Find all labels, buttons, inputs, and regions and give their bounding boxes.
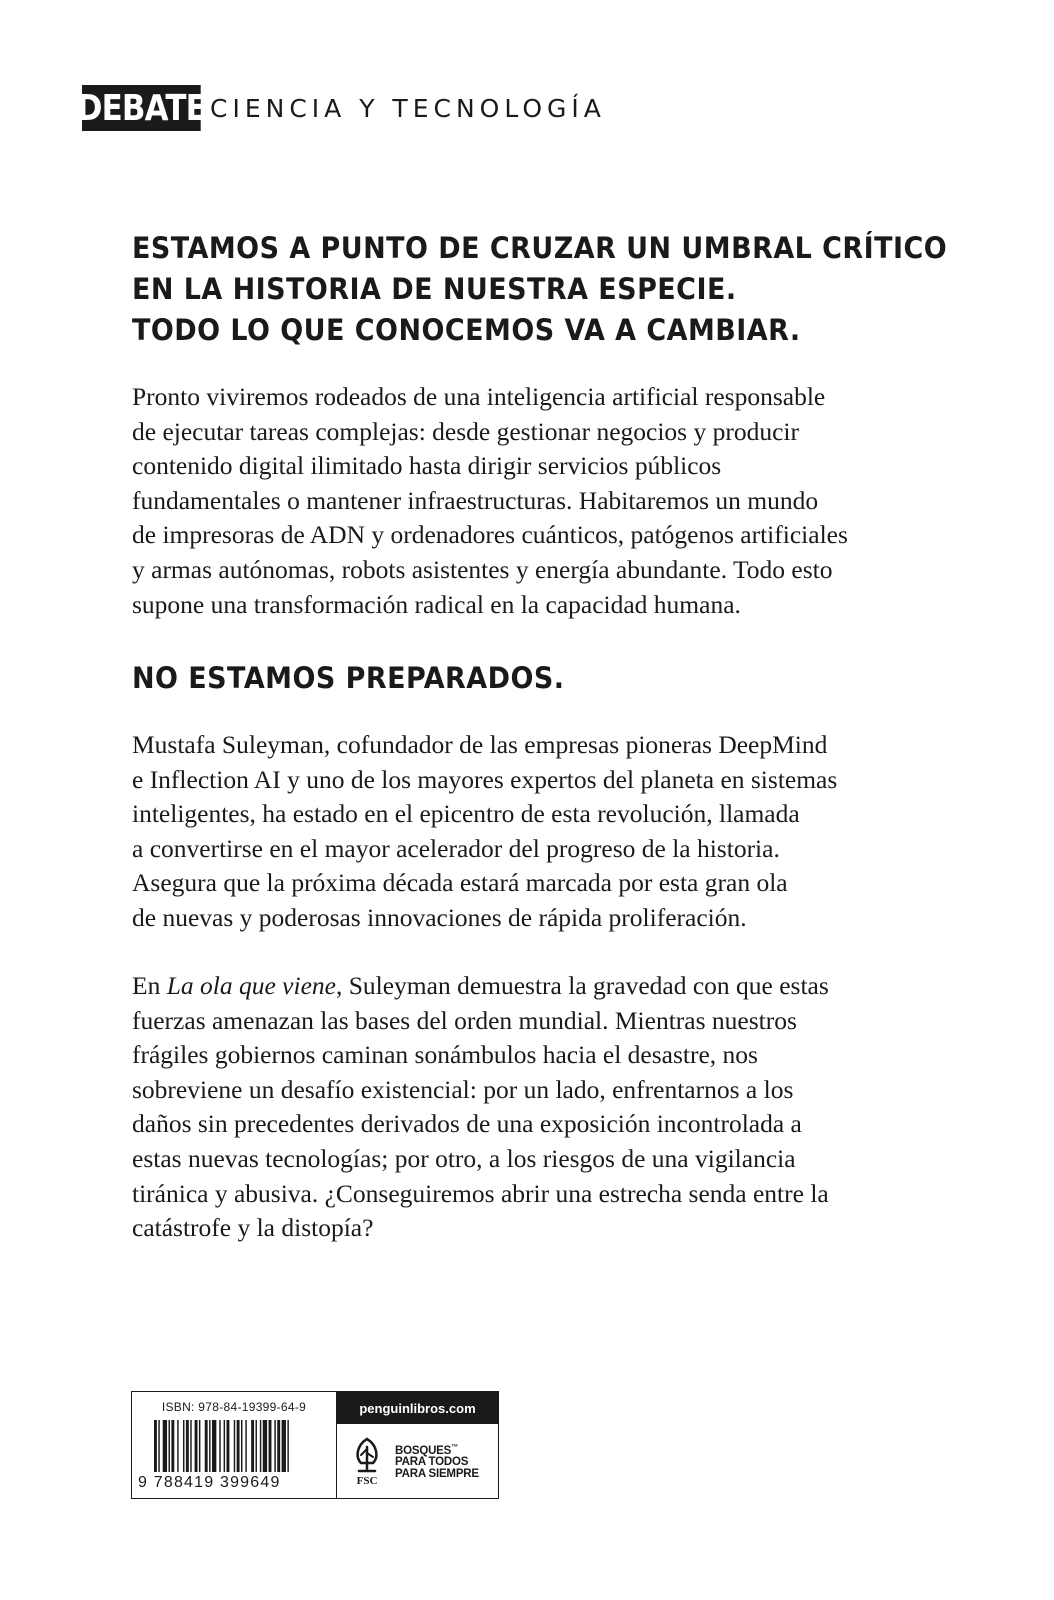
text-line: catástrofe y la distopía?: [132, 1213, 374, 1243]
fsc-slogan: [395, 1442, 479, 1481]
headline-line: TODO LO QUE CONOCEMOS VA A CAMBIAR.: [132, 313, 801, 347]
fsc-tree-icon: [347, 1435, 387, 1487]
paragraph-author: [132, 728, 922, 936]
text-fragment: En: [132, 971, 167, 1000]
publisher-name: DEBATE: [76, 87, 206, 129]
book-title: La ola que viene: [166, 971, 336, 1000]
paragraph-intro: [132, 380, 922, 622]
text-line: de nuevas y poderosas innovaciones de rápida proliferación.: [132, 902, 747, 932]
text-line: estas nuevas tecnologías; por otro, a los riesgos de una vigilancia: [132, 1143, 796, 1173]
paragraph-book: [132, 969, 922, 1246]
barcode-icon: [154, 1420, 326, 1472]
fsc-line: PARA TODOS: [395, 1456, 469, 1469]
barcode-digits: 9 788419 399649: [138, 1474, 281, 1491]
website-link: penguinlibros.com: [337, 1392, 498, 1424]
text-line: y armas autónomas, robots asistentes y energía abundante. Todo esto: [132, 554, 833, 584]
fsc-seal: [337, 1424, 498, 1498]
publisher-brand: [76, 85, 606, 131]
collection-name: CIENCIA Y TECNOLOGÍA: [210, 93, 606, 123]
publisher-info: [336, 1392, 498, 1498]
text-line: a convertirse en el mayor acelerador del progreso de la historia.: [132, 833, 780, 863]
text-line: e Inflection AI y uno de los mayores expertos del planeta en sistemas: [132, 764, 838, 794]
text-line: tiránica y abusiva. ¿Conseguiremos abrir una estrecha senda entre la: [132, 1178, 829, 1208]
barcode-area: [132, 1392, 336, 1498]
headline: [132, 228, 948, 351]
headline-line: ESTAMOS A PUNTO DE CRUZAR UN UMBRAL CRÍTICO: [132, 231, 948, 265]
subheading: NO ESTAMOS PREPARADOS.: [132, 661, 565, 695]
text-line: de impresoras de ADN y ordenadores cuánticos, patógenos artificiales: [132, 520, 848, 550]
fsc-label: FSC: [356, 1475, 378, 1487]
text-line: frágiles gobiernos caminan sonámbulos hacia el desastre, nos: [132, 1040, 758, 1070]
text-line: fuerzas amenazan las bases del orden mundial. Mientras nuestros: [132, 1005, 797, 1035]
text-line: Asegura que la próxima década estará marcada por esta gran ola: [132, 868, 788, 898]
text-line: fundamentales o mantener infraestructuras. Habitaremos un mundo: [132, 485, 819, 515]
text-line: contenido digital ilimitado hasta dirigir servicios públicos: [132, 451, 722, 481]
barcode-panel: [131, 1391, 499, 1499]
text-line: inteligentes, ha estado en el epicentro de esta revolución, llamada: [132, 799, 800, 829]
text-line: [132, 969, 922, 1004]
text-line: Pronto viviremos rodeados de una inteligencia artificial responsable: [132, 382, 826, 411]
text-line: supone una transformación radical en la capacidad humana.: [132, 589, 741, 619]
text-line: de ejecutar tareas complejas: desde gestionar negocios y producir: [132, 416, 799, 446]
fsc-line: PARA SIEMPRE: [395, 1468, 479, 1481]
fsc-line: BOSQUES: [395, 1444, 452, 1457]
headline-line: EN LA HISTORIA DE NUESTRA ESPECIE.: [132, 272, 737, 306]
trademark: ™: [451, 1443, 458, 1451]
isbn-label: ISBN: 978-84-19399-64-9: [161, 1400, 307, 1414]
publisher-logo: [76, 85, 206, 131]
text-line: sobreviene un desafío existencial: por un lado, enfrentarnos a los: [132, 1074, 794, 1104]
text-line: daños sin precedentes derivados de una exposición incontrolada a: [132, 1109, 802, 1139]
text-fragment: , Suleyman demuestra la gravedad con que estas: [335, 971, 829, 1000]
text-line: Mustafa Suleyman, cofundador de las empresas pioneras DeepMind: [132, 730, 828, 759]
